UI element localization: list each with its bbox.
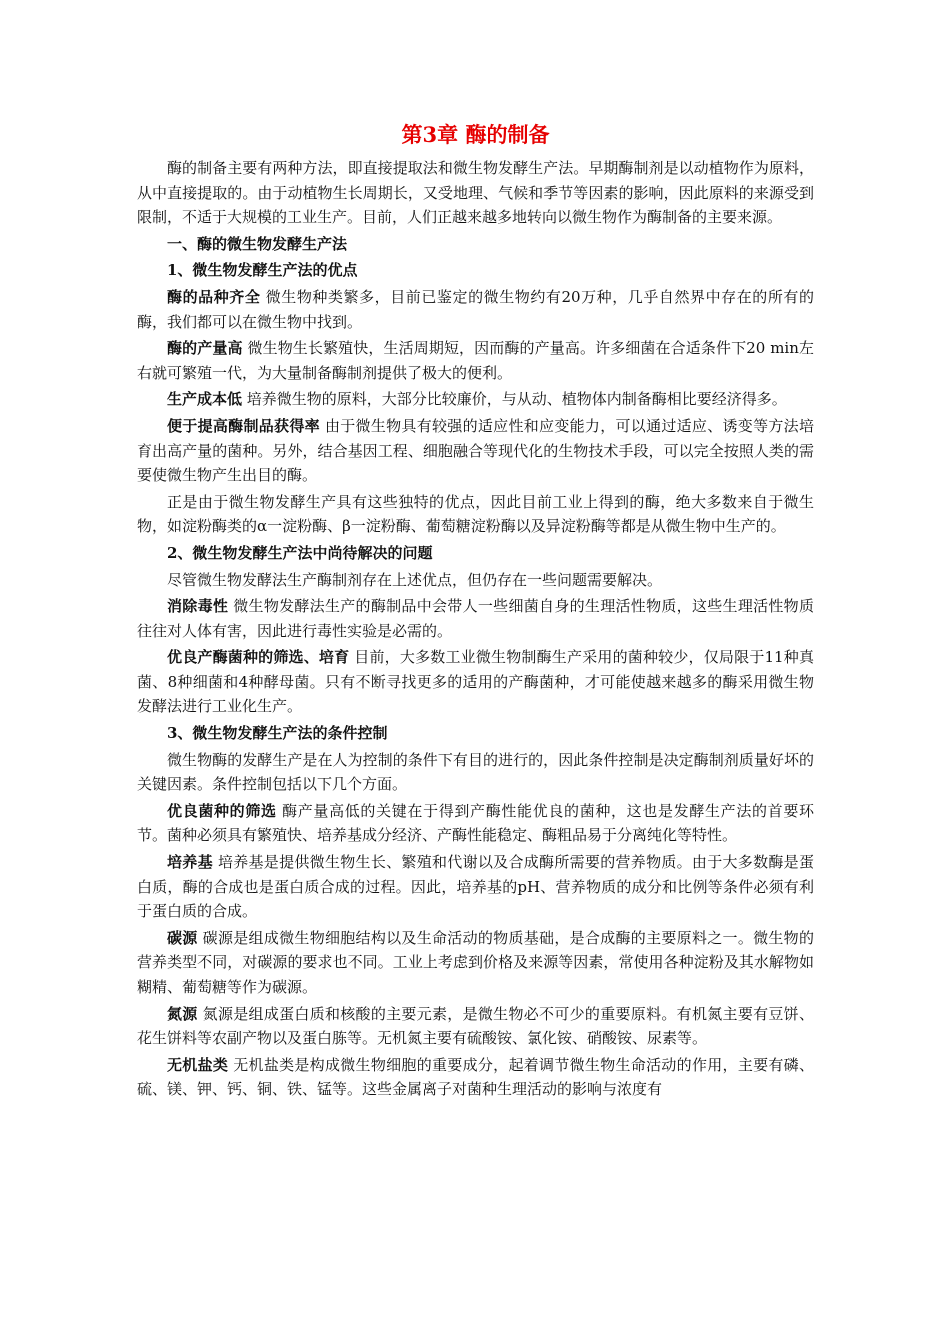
section-heading-1: 一、酶的微生物发酵生产法: [167, 234, 348, 253]
paragraph-toxicity: [137, 594, 814, 643]
term-cost: 生产成本低: [167, 390, 243, 409]
paragraph-strain-breeding: [137, 645, 814, 719]
paragraph-problems: 尽管微生物发酵法生产酶制剂存在上述优点，但仍存在一些问题需要解决。: [167, 570, 663, 589]
intro-paragraph: 酶的制备主要有两种方法，即直接提取法和微生物发酵生产法。早期酶制剂是以动植物作为原料，从中直接提取的。由于动植物生长周期长，又受地理、气候和季节等因素的影响，因此原料的来源受到限制，不适于大规模的工业生产。目前，人们正越来越多地转向以微生物作为酶制备的主要来源。: [137, 159, 814, 227]
text-medium: 培养基是提供微生物生长、繁殖和代谢以及合成酶所需要的营养物质。由于大多数酶是蛋白质，酶的合成也是蛋白质合成的过程。因此，培养基的pH、营养物质的成分和比例等条件必须有利于蛋白质的合成。: [137, 853, 814, 921]
term-salts: 无机盐类: [167, 1055, 229, 1074]
term-strain-screening: 优良菌种的筛选: [167, 801, 277, 820]
paragraph-nitrogen: [137, 1002, 814, 1051]
text-variety: 微生物种类繁多，目前已鉴定的微生物约有20万种，几乎自然界中存在的所有的酶，我们都可以在微生物中找到。: [137, 287, 814, 331]
term-yield: 酶的产量高: [167, 339, 243, 358]
text-strain-breeding: 目前，大多数工业微生物制酶生产采用的菌种较少，仅局限于11种真菌、8种细菌和4种酵母菌。只有不断寻找更多的适用的产酶菌种，才可能使越来越多的酶采用微生物发酵法进行工业化生产。: [137, 648, 814, 716]
text-nitrogen: 氮源是组成蛋白质和核酸的主要元素，是微生物必不可少的重要原料。有机氮主要有豆饼、花生饼料等农副产物以及蛋白胨等。无机氮主要有硫酸铵、氯化铵、硝酸铵、尿素等。: [137, 1004, 814, 1048]
term-nitrogen: 氮源: [167, 1004, 198, 1023]
paragraph-salts: [137, 1053, 814, 1102]
term-medium: 培养基: [167, 853, 213, 872]
term-strain-breeding: 优良产酶菌种的筛选、培育: [167, 648, 350, 667]
text-cost: 培养微生物的原料，大部分比较廉价，与从动、植物体内制备酶相比要经济得多。: [246, 390, 787, 409]
subsection-heading-1: 1、微生物发酵生产法的优点: [167, 261, 358, 280]
text-yield: 微生物生长繁殖快，生活周期短，因而酶的产量高。许多细菌在合适条件下20 min左右就可繁殖一代，为大量制备酶制剂提供了极大的便利。: [137, 339, 814, 382]
paragraph-yield: [137, 336, 814, 385]
text-toxicity: 微生物发酵法生产的酶制品中会带人一些细菌自身的生理活性物质，这些生理活性物质往往对人体有害，因此进行毒性实验是必需的。: [137, 597, 814, 640]
paragraph-control: 微生物酶的发酵生产是在人为控制的条件下有目的进行的，因此条件控制是决定酶制剂质量好坏的关键因素。条件控制包括以下几个方面。: [137, 750, 814, 794]
paragraph-summary: 正是由于微生物发酵生产具有这些独特的优点，因此目前工业上得到的酶，绝大多数来自于微生物，如淀粉酶类的α一淀粉酶、β一淀粉酶、葡萄糖淀粉酶以及异淀粉酶等都是从微生物中生产的。: [137, 492, 814, 536]
text-carbon: 碳源是组成微生物细胞结构以及生命活动的物质基础，是合成酶的主要原料之一。微生物的营养类型不同，对碳源的要求也不同。工业上考虑到价格及来源等因素，常使用各种淀粉及其水解物如糊精、葡萄糖等作为碳源。: [137, 928, 814, 996]
paragraph-variety: [137, 285, 814, 334]
text-strain-screening: 酶产量高低的关键在于得到产酶性能优良的菌种，这也是发酵生产法的首要环节。菌种必须具有繁殖快、培养基成分经济、产酶性能稳定、酶粗品易于分离纯化等特性。: [137, 801, 814, 845]
paragraph-medium: [137, 850, 814, 924]
paragraph-strain-screening: [137, 799, 814, 848]
subsection-heading-3: 3、微生物发酵生产法的条件控制: [167, 724, 388, 743]
text-salts: 无机盐类是构成微生物细胞的重要成分，起着调节微生物生命活动的作用，主要有磷、硫、镁、钾、钙、铜、铁、锰等。这些金属离子对菌种生理活动的影响与浓度有: [137, 1055, 814, 1099]
subsection-heading-2: 2、微生物发酵生产法中尚待解决的问题: [167, 543, 433, 562]
paragraph-cost: [137, 387, 814, 412]
paragraph-rate: [137, 414, 814, 488]
chapter-title: 第3章 酶的制备: [401, 122, 550, 147]
text-rate: 由于微生物具有较强的适应性和应变能力，可以通过适应、诱变等方法培育出高产量的菌种。另外，结合基因工程、细胞融合等现代化的生物技术手段，可以完全按照人类的需要使微生物产生出目的酶。: [137, 416, 814, 485]
paragraph-carbon: [137, 926, 814, 1000]
term-toxicity: 消除毒性: [167, 597, 229, 616]
term-carbon: 碳源: [167, 928, 198, 947]
term-variety: 酶的品种齐全: [167, 287, 261, 306]
term-rate: 便于提高酶制品获得率: [167, 416, 320, 435]
